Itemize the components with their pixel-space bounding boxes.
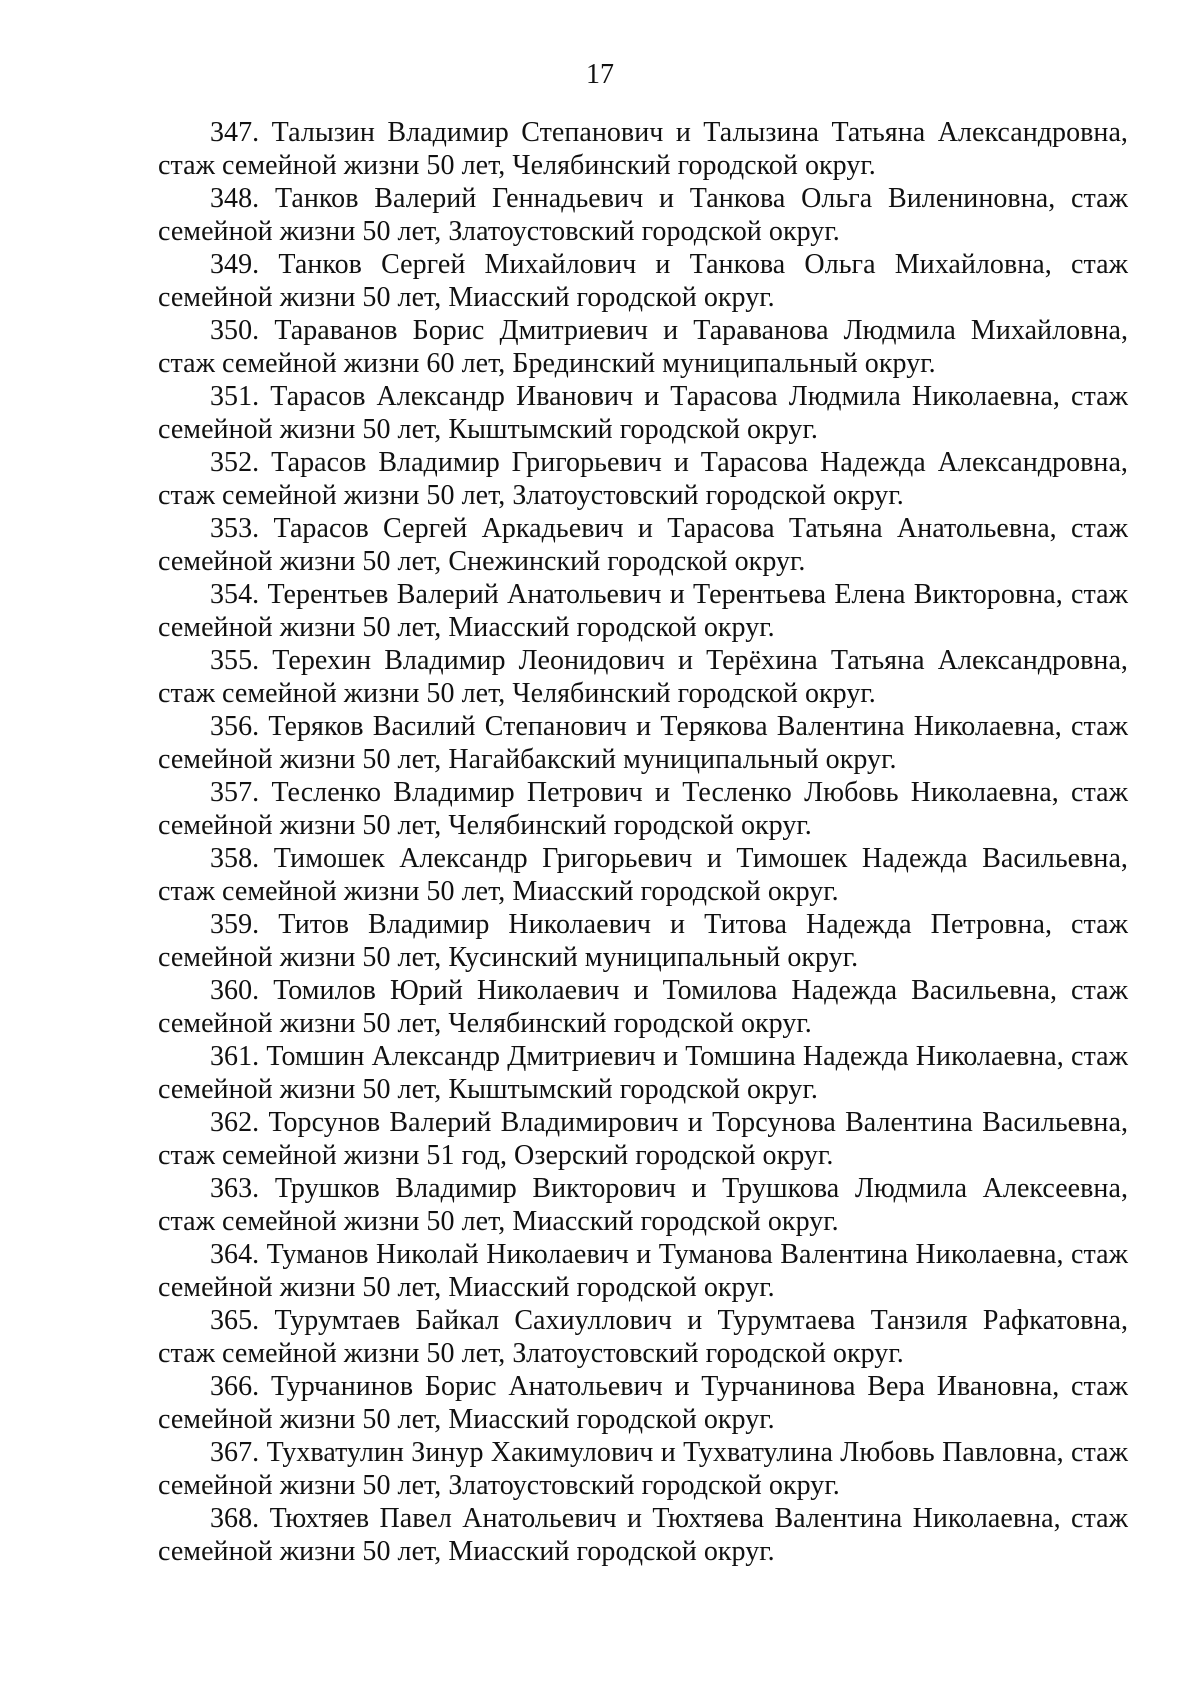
entry-text: Терехин Владимир Леонидович и Терёхина Татьяна Александровна, стаж семейной жизни 50 лет, Челябинский городской округ. [158,645,1128,709]
entry-text: Трушков Владимир Викторович и Трушкова Людмила Алексеевна, стаж семейной жизни 50 лет, Миасский городской округ. [158,1173,1128,1237]
list-item [158,1436,1128,1502]
list-item [158,842,1128,908]
entry-text: Тухватулин Зинур Хакимулович и Тухватулина Любовь Павловна, стаж семейной жизни 50 лет, Златоустовский городской округ. [158,1437,1128,1501]
entry-number: 366. [210,1371,260,1402]
list-item [158,710,1128,776]
entry-text: Торсунов Валерий Владимирович и Торсунова Валентина Васильевна, стаж семейной жизни 51 год, Озерский городской округ. [158,1107,1128,1171]
entry-number: 359. [210,909,260,940]
entry-number: 355. [210,645,260,676]
entry-text: Танков Сергей Михайлович и Танкова Ольга Михайловна, стаж семейной жизни 50 лет, Миасский городской округ. [158,249,1128,313]
list-item [158,1304,1128,1370]
entry-number: 356. [210,711,260,742]
list-item [158,446,1128,512]
entry-number: 367. [210,1437,260,1468]
entry-number: 347. [210,117,260,148]
list-item [158,1040,1128,1106]
entry-number: 363. [210,1173,260,1204]
list-item [158,512,1128,578]
list-item [158,248,1128,314]
entry-text: Турумтаев Байкал Сахиуллович и Турумтаева Танзиля Рафкатовна, стаж семейной жизни 50 лет, Златоустовский городской округ. [158,1305,1128,1369]
entry-number: 352. [210,447,260,478]
list-item [158,776,1128,842]
list-item [158,182,1128,248]
entries-list [158,116,1128,1568]
entry-text: Тарасов Сергей Аркадьевич и Тарасова Татьяна Анатольевна, стаж семейной жизни 50 лет, Снежинский городской округ. [158,513,1128,577]
entry-text: Тарасов Владимир Григорьевич и Тарасова Надежда Александровна, стаж семейной жизни 50 лет, Златоустовский городской округ. [158,447,1128,511]
list-item [158,314,1128,380]
list-item [158,578,1128,644]
list-item [158,1238,1128,1304]
entry-number: 360. [210,975,260,1006]
entry-text: Теряков Василий Степанович и Терякова Валентина Николаевна, стаж семейной жизни 50 лет, Нагайбакский муниципальный округ. [158,711,1128,775]
list-item [158,1106,1128,1172]
entry-number: 348. [210,183,260,214]
entry-text: Тараванов Борис Дмитриевич и Тараванова Людмила Михайловна, стаж семейной жизни 60 лет, Брединский муниципальный округ. [158,315,1129,379]
entry-text: Тимошек Александр Григорьевич и Тимошек Надежда Васильевна, стаж семейной жизни 50 лет, Миасский городской округ. [158,843,1128,907]
entry-number: 357. [210,777,260,808]
list-item [158,1172,1128,1238]
list-item [158,974,1128,1040]
entry-number: 350. [210,315,260,346]
entry-number: 349. [210,249,260,280]
entry-number: 361. [210,1041,260,1072]
entry-text: Турчанинов Борис Анатольевич и Турчанинова Вера Ивановна, стаж семейной жизни 50 лет, Миасский городской округ. [158,1371,1128,1435]
entry-number: 362. [210,1107,260,1138]
list-item [158,908,1128,974]
list-item [158,644,1128,710]
entry-text: Томилов Юрий Николаевич и Томилова Надежда Васильевна, стаж семейной жизни 50 лет, Челябинский городской округ. [158,975,1128,1039]
entry-text: Терентьев Валерий Анатольевич и Терентьева Елена Викторовна, стаж семейной жизни 50 лет, Миасский городской округ. [158,579,1128,643]
entry-number: 358. [210,843,260,874]
page-number: 17 [586,59,614,90]
entry-text: Тюхтяев Павел Анатольевич и Тюхтяева Валентина Николаевна, стаж семейной жизни 50 лет, Миасский городской округ. [158,1503,1128,1567]
entry-text: Талызин Владимир Степанович и Талызина Татьяна Александровна, стаж семейной жизни 50 лет, Челябинский городской округ. [158,117,1128,181]
entry-number: 368. [210,1503,260,1534]
entry-text: Томшин Александр Дмитриевич и Томшина Надежда Николаевна, стаж семейной жизни 50 лет, Кыштымский городской округ. [158,1041,1128,1105]
entry-number: 364. [210,1239,260,1270]
list-item [158,116,1128,182]
entry-number: 353. [210,513,260,544]
entry-number: 354. [210,579,260,610]
entry-number: 365. [210,1305,260,1336]
entry-text: Туманов Николай Николаевич и Туманова Валентина Николаевна, стаж семейной жизни 50 лет, Миасский городской округ. [158,1239,1128,1303]
list-item [158,1502,1128,1568]
list-item [158,380,1128,446]
list-item [158,1370,1128,1436]
entry-text: Титов Владимир Николаевич и Титова Надежда Петровна, стаж семейной жизни 50 лет, Кусинский муниципальный округ. [158,909,1128,973]
entry-number: 351. [210,381,260,412]
entry-text: Тесленко Владимир Петрович и Тесленко Любовь Николаевна, стаж семейной жизни 50 лет, Челябинский городской округ. [158,777,1128,841]
entry-text: Тарасов Александр Иванович и Тарасова Людмила Николаевна, стаж семейной жизни 50 лет, Кыштымский городской округ. [158,381,1128,445]
entry-text: Танков Валерий Геннадьевич и Танкова Ольга Вилениновна, стаж семейной жизни 50 лет, Златоустовский городской округ. [158,183,1128,247]
